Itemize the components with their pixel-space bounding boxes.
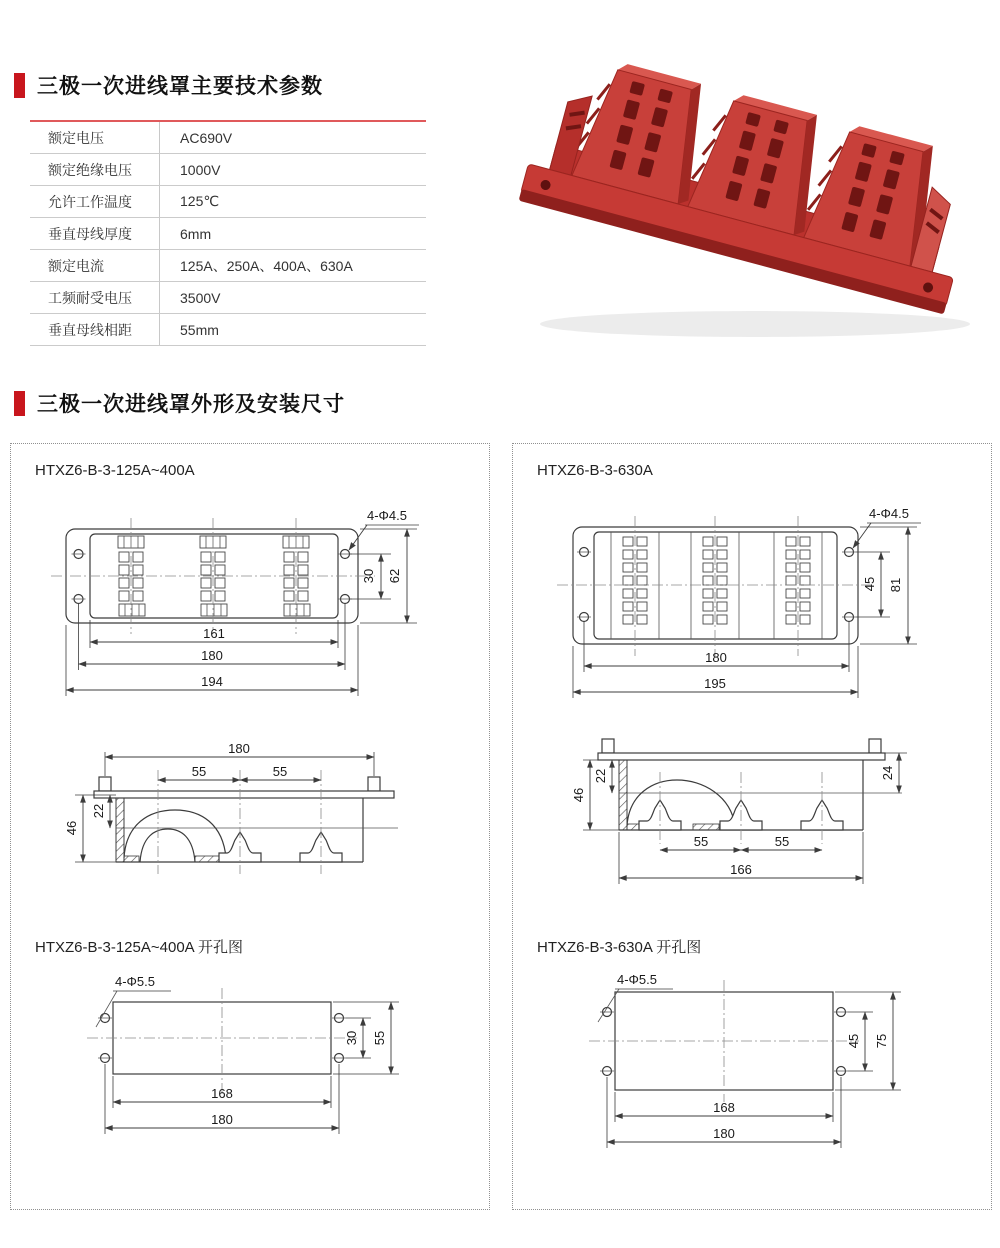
dim-hole-v: 45	[846, 1033, 861, 1049]
dim-pitch: 55	[774, 834, 790, 849]
dim-height: 46	[571, 787, 586, 803]
side-view-drawing	[525, 732, 965, 924]
dim-hole-span: 180	[713, 1126, 735, 1141]
param-label: 垂直母线相距	[30, 314, 160, 345]
hole-spec-label: 4-Φ5.5	[617, 972, 658, 987]
dim-hole-span: 180	[211, 1112, 233, 1127]
param-label: 允许工作温度	[30, 186, 160, 217]
table-row	[30, 122, 426, 154]
param-label: 额定电压	[30, 122, 160, 153]
dim-top-w: 180	[228, 741, 250, 756]
red-section-marker	[14, 391, 25, 416]
dim-pitch: 55	[272, 764, 288, 779]
cutout-drawing	[23, 972, 463, 1204]
param-value: AC690V	[180, 129, 233, 146]
product-photo	[500, 12, 1000, 360]
dim-hole-v: 30	[361, 568, 376, 584]
dim-hole-v: 30	[344, 1030, 359, 1046]
cutout-drawing	[525, 972, 965, 1204]
dim-bottom-w: 166	[730, 862, 752, 877]
dim-pitch: 55	[191, 764, 207, 779]
hole-spec-label: 4-Φ4.5	[869, 506, 910, 521]
param-value: 1000V	[180, 161, 221, 178]
top-view-drawing	[23, 496, 463, 716]
param-label: 额定绝缘电压	[30, 154, 160, 185]
dim-rect-h: 75	[874, 1033, 889, 1049]
table-row	[30, 250, 426, 282]
section1-header	[14, 70, 323, 100]
dim-height: 46	[64, 820, 79, 836]
table-row	[30, 186, 426, 218]
dim-depth: 22	[593, 768, 608, 784]
panel-125a-400a	[10, 443, 490, 1210]
dim-depth: 22	[91, 803, 106, 819]
dim-right-depth: 24	[880, 765, 895, 781]
param-value: 3500V	[180, 289, 221, 306]
red-section-marker	[14, 73, 25, 98]
param-label: 工频耐受电压	[30, 282, 160, 313]
table-row	[30, 314, 426, 346]
section1-title: 三极一次进线罩主要技术参数	[37, 75, 323, 98]
hole-spec-label: 4-Φ5.5	[115, 974, 156, 989]
dim-rect-h: 55	[372, 1030, 387, 1046]
tech-params-table	[30, 120, 426, 346]
dim-hole-v: 45	[862, 576, 877, 592]
dim-inner-w: 161	[203, 626, 225, 641]
param-value: 125A、250A、400A、630A	[180, 257, 353, 274]
param-value: 125℃	[180, 193, 220, 209]
top-view-drawing	[525, 504, 965, 730]
table-row	[30, 218, 426, 250]
dim-hole-span: 180	[705, 650, 727, 665]
dim-outer-w: 195	[704, 676, 726, 691]
dim-outer-h: 81	[888, 577, 903, 593]
dim-rect-w: 168	[713, 1100, 735, 1115]
dim-rect-w: 168	[211, 1086, 233, 1101]
hole-spec-label: 4-Φ4.5	[367, 508, 408, 523]
panel-630a	[512, 443, 992, 1210]
model-label: HTXZ6-B-3-630A	[537, 462, 653, 479]
param-label: 额定电流	[30, 250, 160, 281]
dim-outer-w: 194	[201, 674, 223, 689]
table-row	[30, 282, 426, 314]
section2-header	[14, 388, 345, 418]
param-label: 垂直母线厚度	[30, 218, 160, 249]
cutout-title: HTXZ6-B-3-630A 开孔图	[537, 939, 702, 956]
param-value: 55mm	[180, 321, 219, 338]
model-label: HTXZ6-B-3-125A~400A	[35, 462, 195, 479]
section2-title: 三极一次进线罩外形及安装尺寸	[37, 393, 345, 416]
dim-outer-h: 62	[387, 568, 402, 584]
dim-pitch: 55	[693, 834, 709, 849]
table-row	[30, 154, 426, 186]
side-view-drawing	[23, 732, 463, 924]
param-value: 6mm	[180, 225, 212, 242]
cutout-title: HTXZ6-B-3-125A~400A 开孔图	[35, 939, 244, 956]
dim-hole-span: 180	[201, 648, 223, 663]
